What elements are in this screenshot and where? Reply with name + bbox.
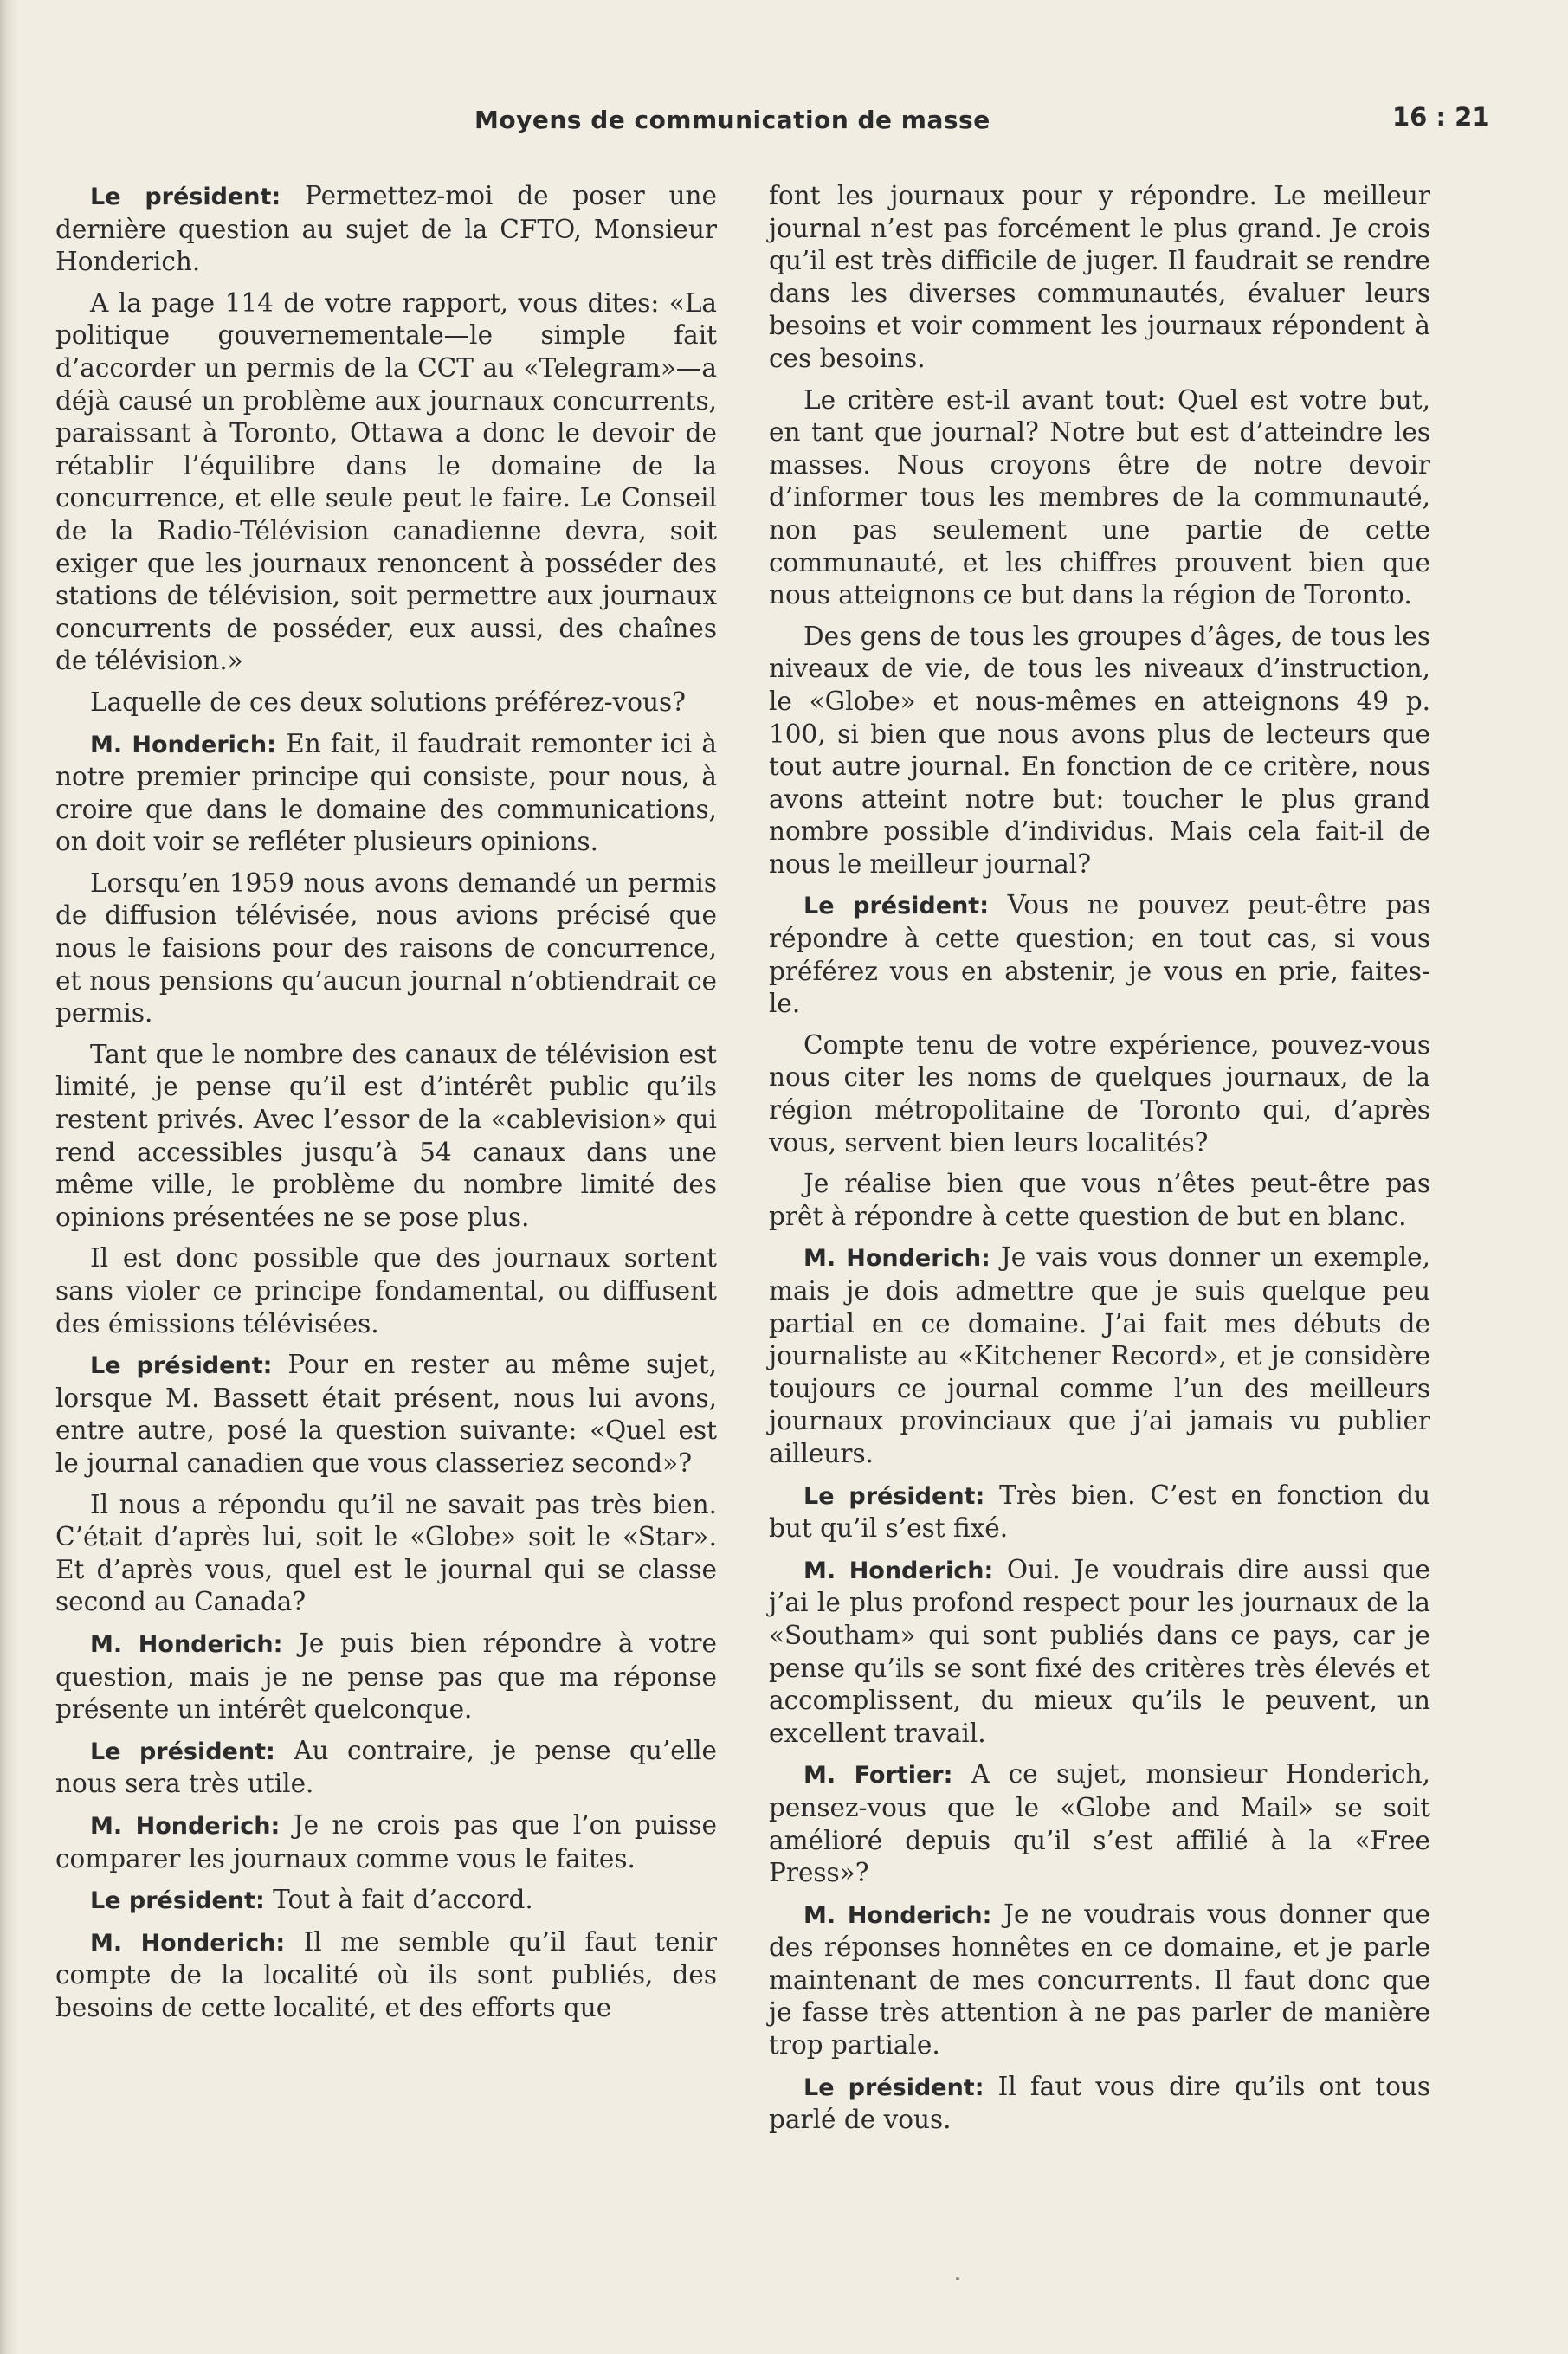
speaker-label: Le président: — [90, 1738, 275, 1765]
paragraph-text: Lorsqu’en 1959 nous avons demandé un permis de diffusion télévisée, nous avions précisé que nous le faisions pour des raisons de concurrence, et nous pensions qu’aucun journal n’obtiendrait ce permis. — [55, 867, 717, 1029]
paragraph-text: Permettez-moi de poser une dernière question au sujet de la CFTO, Monsieur Honderich. — [55, 181, 717, 277]
page-number: 16 : 21 — [1392, 102, 1490, 132]
paragraph-text: Compte tenu de votre expérience, pouvez-vous nous citer les noms de quelques journaux, de la région métropolitaine de Toronto qui, d’après vous, servent bien leurs localités? — [769, 1029, 1430, 1158]
paragraph — [55, 1809, 717, 1875]
paragraph-text: A la page 114 de votre rapport, vous dites: «La politique gouvernementale—le simple fait d’accorder un permis de la CCT au «Telegram»—a déjà causé un problème aux journaux concurrents, paraissant à Toronto, Ottawa a donc le devoir de rétablir l’équilibre dans le domaine de la concurrence, et elle seule peut le faire. Le Conseil de la Radio-Télévision canadienne devra, soit exiger que les journaux renoncent à posséder des stations de télévision, soit permettre aux journaux concurrents de posséder, eux aussi, des chaînes de télévision.» — [55, 287, 717, 676]
speaker-label: Le président: — [803, 893, 989, 920]
speaker-label: Le président: — [803, 2073, 984, 2101]
paragraph-text: Il nous a répondu qu’il ne savait pas très bien. C’était d’après lui, soit le «Globe» soit le «Star». Et d’après vous, quel est le journal qui se classe second au Canada? — [55, 1489, 717, 1617]
speaker-label: M. Honderich: — [90, 1812, 281, 1840]
paragraph — [769, 2071, 1430, 2137]
paragraph-text: A ce sujet, monsieur Honderich, pensez-vous que le «Globe and Mail» se soit amélioré depuis qu’il s’est affilié à la «Free Press»? — [769, 1759, 1430, 1888]
paragraph — [769, 384, 1430, 612]
paragraph-text: Vous ne pouvez peut-être pas répondre à cette question; en tout cas, si vous préférez vous en abstenir, je vous en prie, faites-le. — [769, 890, 1430, 1019]
paragraph-text: Il faut vous dire qu’ils ont tous parlé de vous. — [769, 2071, 1430, 2135]
paragraph — [55, 180, 717, 279]
paragraph — [55, 287, 717, 678]
speaker-label: M. Honderich: — [803, 1557, 994, 1584]
paragraph — [55, 1735, 717, 1801]
paragraph — [55, 728, 717, 859]
paragraph-text: Tout à fait d’accord. — [273, 1885, 533, 1915]
paragraph-text: Je puis bien répondre à votre question, mais je ne pense pas que ma réponse présente un intérêt quelconque. — [55, 1628, 717, 1725]
paragraph — [769, 1029, 1430, 1159]
paragraph-text: Je réalise bien que vous n’êtes peut-être pas prêt à répondre à cette question de but en blanc. — [769, 1169, 1430, 1231]
running-header-title: Moyens de communication de masse — [474, 106, 990, 134]
paragraph — [769, 889, 1430, 1020]
paragraph-text: font les journaux pour y répondre. Le meilleur journal n’est pas forcément le plus grand. Je crois qu’il est très difficile de juger. Il faudrait se rendre dans les diverses communautés, évaluer leurs besoins et voir comment les journaux répondent à ces besoins. — [769, 181, 1430, 373]
paragraph-text: Il est donc possible que des journaux sortent sans violer ce principe fondamental, ou diffusent des émissions télévisées. — [55, 1243, 717, 1338]
paragraph-text: Il me semble qu’il faut tenir compte de la localité où ils sont publiés, des besoins de cette localité, et des efforts que — [55, 1926, 717, 2022]
paragraph — [769, 1554, 1430, 1751]
paragraph — [769, 621, 1430, 881]
paragraph-text: Des gens de tous les groupes d’âges, de tous les niveaux de vie, de tous les niveaux d’instruction, le «Globe» et nous-mêmes en atteignons 49 p. 100, si bien que nous avons plus de lecteurs que tout autre journal. En fonction de ce critère, nous avons atteint notre but: toucher le plus grand nombre possible d’individus. Mais cela fait-il de nous le meilleur journal? — [769, 621, 1430, 879]
speaker-label: M. Fortier: — [803, 1762, 953, 1790]
paragraph-text: Le critère est-il avant tout: Quel est votre but, en tant que journal? Notre but est d’atteindre les masses. Nous croyons être de notre devoir d’informer tous les membres de la communauté, non pas seulement une partie de cette communauté, et les chiffres prouvent bien que nous atteignons ce but dans la région de Toronto. — [769, 384, 1430, 610]
speaker-label: M. Honderich: — [90, 1630, 283, 1658]
paragraph-text: En fait, il faudrait remonter ici à notre premier principe qui consiste, pour nous, à croire que dans le domaine des communications, on doit voir se refléter plusieurs opinions. — [55, 728, 717, 857]
paragraph — [55, 1628, 717, 1726]
speaker-label: Le président: — [90, 1887, 265, 1915]
speaker-label: M. Honderich: — [803, 1245, 990, 1273]
paragraph-text: Je ne crois pas que l’on puisse comparer les journaux comme vous le faites. — [55, 1809, 717, 1874]
paragraph — [769, 1899, 1430, 2062]
speaker-label: M. Honderich: — [90, 731, 276, 758]
page-binding-edge — [0, 0, 19, 2354]
speaker-label: M. Honderich: — [90, 1929, 286, 1957]
paragraph — [769, 1168, 1430, 1233]
paragraph-text: Pour en rester au même sujet, lorsque M. Bassett était présent, nous lui avons, entre autre, posé la question suivante: «Quel est le journal canadien que vous classeriez second»? — [55, 1350, 718, 1478]
paragraph — [55, 1926, 717, 2025]
paragraph — [769, 1758, 1430, 1889]
paragraph-text: Laquelle de ces deux solutions préférez-vous? — [90, 687, 686, 717]
speaker-label: Le président: — [90, 184, 281, 210]
paragraph — [55, 867, 717, 1030]
paragraph-text: Au contraire, je pense qu’elle nous sera très utile. — [55, 1735, 717, 1799]
paragraph — [769, 1480, 1430, 1545]
paragraph-text: Je vais vous donner un exemple, mais je dois admettre que je suis quelque peu partial en ce domaine. J’ai fait mes débuts de journaliste au «Kitchener Record», et je considère toujours ce journal comme l’un des meilleurs journaux provinciaux que j’ai jamais vu publier ailleurs. — [769, 1242, 1430, 1468]
right-text-column — [769, 180, 1430, 2145]
paragraph-text: Tant que le nombre des canaux de télévision est limité, je pense qu’il est d’intérêt public qu’ils restent privés. Avec l’essor de la «cablevision» qui rend accessibles jusqu’à 54 canaux dans une même ville, le problème du nombre limité des opinions présentées ne se pose plus. — [55, 1039, 717, 1232]
left-text-column — [55, 180, 717, 2033]
speaker-label: M. Honderich: — [803, 1901, 992, 1929]
paragraph — [769, 1241, 1430, 1470]
paragraph — [55, 1039, 717, 1235]
page-speck — [956, 2277, 959, 2280]
paragraph — [769, 180, 1430, 376]
paragraph-text: Je ne voudrais vous donner que des réponses honnêtes en ce domaine, et je parle maintenant de mes concurrents. Il faut donc que je fasse très attention à ne pas parler de manière trop partiale. — [769, 1899, 1430, 2061]
paragraph-text: Très bien. C’est en fonction du but qu’il s’est fixé. — [769, 1480, 1431, 1544]
paragraph — [55, 1884, 717, 1918]
speaker-label: Le président: — [90, 1352, 273, 1380]
speaker-label: Le président: — [803, 1482, 985, 1510]
paragraph — [55, 1242, 717, 1340]
paragraph — [55, 1349, 717, 1480]
paragraph — [55, 1489, 717, 1619]
paragraph-text: Oui. Je voudrais dire aussi que j’ai le plus profond respect pour les journaux de la «Southam» qui sont publiés dans ce pays, car je pense qu’ils se sont fixé des critères très élevés et accomplissent, du mieux qu’ils le peuvent, un excellent travail. — [769, 1554, 1430, 1748]
paragraph — [55, 687, 717, 719]
